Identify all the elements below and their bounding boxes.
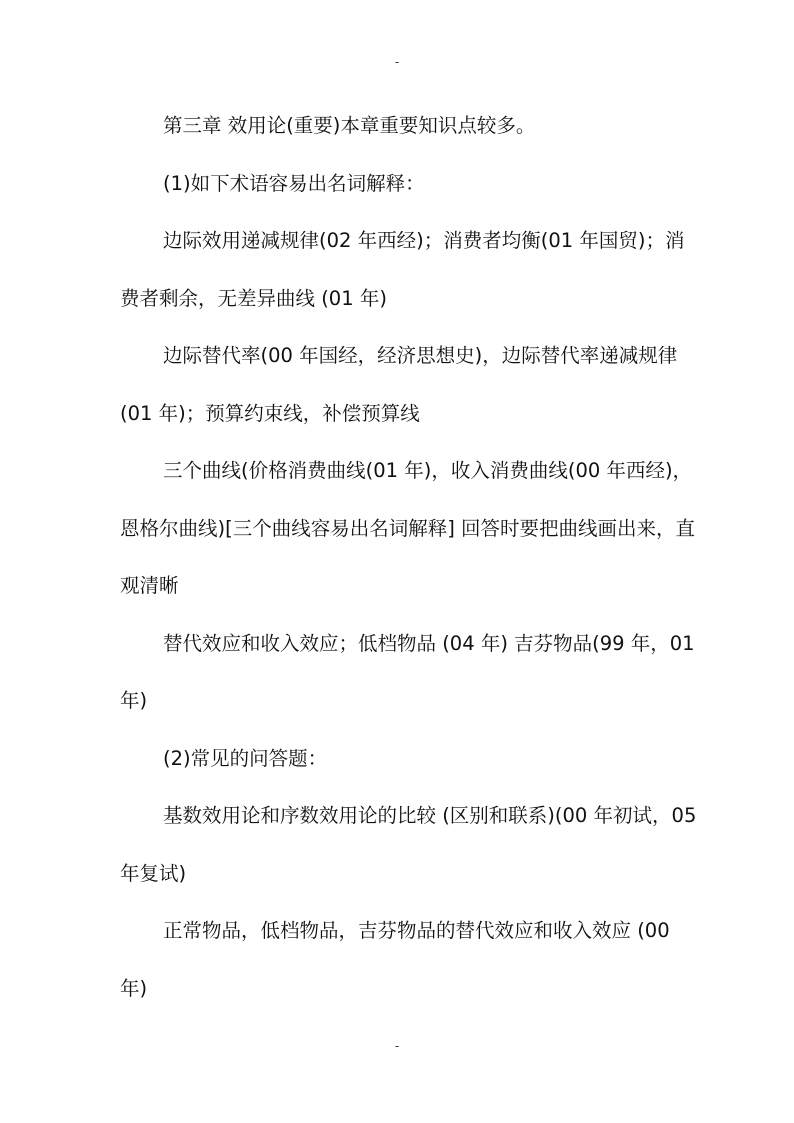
paragraph-marginal-utility: 边际效用递减规律(02 年西经)；消费者均衡(01 年国贸)；消费者剩余，无差异曲线 (01 年)	[120, 229, 685, 310]
paragraph-utility-comparison: 基数效用论和序数效用论的比较 (区别和联系)(00 年初试，05 年复试)	[120, 804, 697, 885]
paragraph-substitution-income: 替代效应和收入效应；低档物品 (04 年) 吉芬物品(99 年，01 年)	[120, 631, 695, 712]
footer-mark: -	[394, 1039, 400, 1053]
paragraph-qa-intro: (2)常见的问答题：	[163, 746, 328, 770]
paragraph-marginal-substitution: 边际替代率(00 年国经，经济思想史)，边际替代率递减规律(01 年)；预算约束线，补偿预算线	[120, 344, 678, 425]
paragraph-three-curves: 三个曲线(价格消费曲线(01 年)，收入消费曲线(00 年西经)，恩格尔曲线)[三个曲线容易出名词解释] 回答时要把曲线画出来，直观清晰	[120, 459, 696, 597]
paragraph-terms-intro: (1)如下术语容易出名词解释：	[163, 171, 425, 195]
paragraph-goods-effects: 正常物品，低档物品，吉芬物品的替代效应和收入效应 (00 年)	[120, 919, 670, 1000]
chapter-heading: 第三章 效用论(重要)本章重要知识点较多。	[163, 114, 536, 137]
document-body	[120, 97, 700, 1017]
header-mark: -	[394, 55, 400, 69]
